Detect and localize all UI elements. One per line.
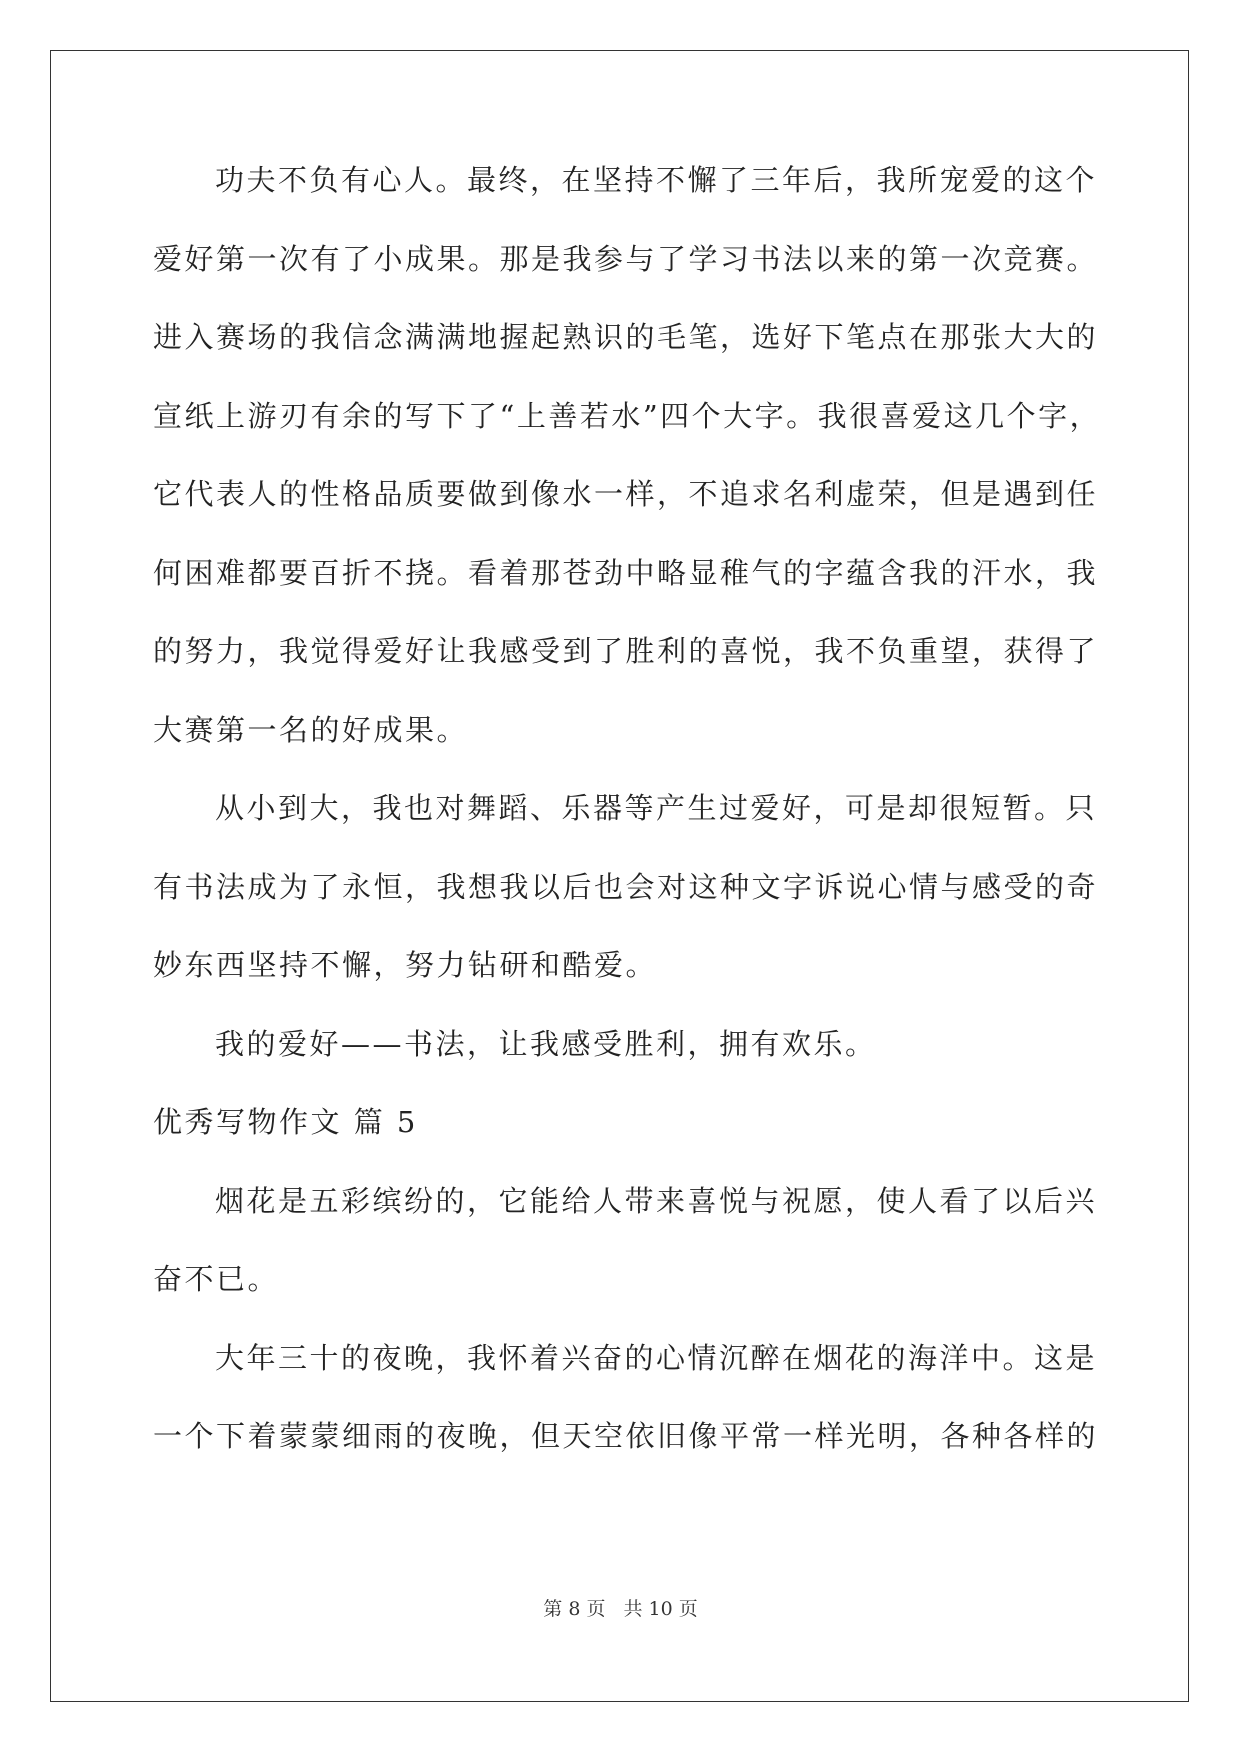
paragraph-line: 大赛第一名的好成果。 <box>153 712 469 747</box>
page-footer <box>0 1594 1241 1621</box>
paragraph-line: 妙东西坚持不懈，努力钻研和酷爱。 <box>153 948 658 982</box>
current-page-number: 第 8 页 <box>543 1598 606 1620</box>
paragraph-line: 爱好第一次有了小成果。那是我参与了学习书法以来的第一次竞赛。 <box>153 241 1099 276</box>
paragraph-line: 从小到大，我也对舞蹈、乐器等产生过爱好，可是却很短暂。只 <box>215 791 1098 825</box>
paragraph-line: 我的爱好——书法，让我感受胜利，拥有欢乐。 <box>215 1026 877 1061</box>
paragraph-line: 它代表人的性格品质要做到像水一样，不追求名利虚荣，但是遇到任 <box>153 477 1099 511</box>
paragraph-line: 的努力，我觉得爱好让我感受到了胜利的喜悦，我不负重望，获得了 <box>153 634 1099 668</box>
paragraph-line: 何困难都要百折不挠。看着那苍劲中略显稚气的字蕴含我的汗水，我 <box>153 555 1099 590</box>
paragraph-line: 一个下着蒙蒙细雨的夜晚，但天空依旧像平常一样光明，各种各样的 <box>153 1419 1099 1453</box>
paragraph-line: 有书法成为了永恒，我想我以后也会对这种文字诉说心情与感受的奇 <box>153 869 1099 904</box>
total-page-count: 共 10 页 <box>623 1598 698 1620</box>
paragraph-line: 烟花是五彩缤纷的，它能给人带来喜悦与祝愿，使人看了以后兴 <box>215 1183 1098 1218</box>
section-heading: 优秀写物作文 篇 5 <box>153 1105 418 1139</box>
paragraph-line: 宣纸上游刃有余的写下了“上善若水”四个大字。我很喜爱这几个字， <box>153 398 1102 433</box>
paragraph-line: 奋不已。 <box>153 1262 280 1296</box>
paragraph-line: 进入赛场的我信念满满地握起熟识的毛笔，选好下笔点在那张大大的 <box>153 320 1099 354</box>
document-body <box>153 160 1102 1495</box>
paragraph-line: 大年三十的夜晚，我怀着兴奋的心情沉醉在烟花的海洋中。这是 <box>215 1340 1098 1375</box>
paragraph-line: 功夫不负有心人。最终，在坚持不懈了三年后，我所宠爱的这个 <box>215 163 1098 197</box>
